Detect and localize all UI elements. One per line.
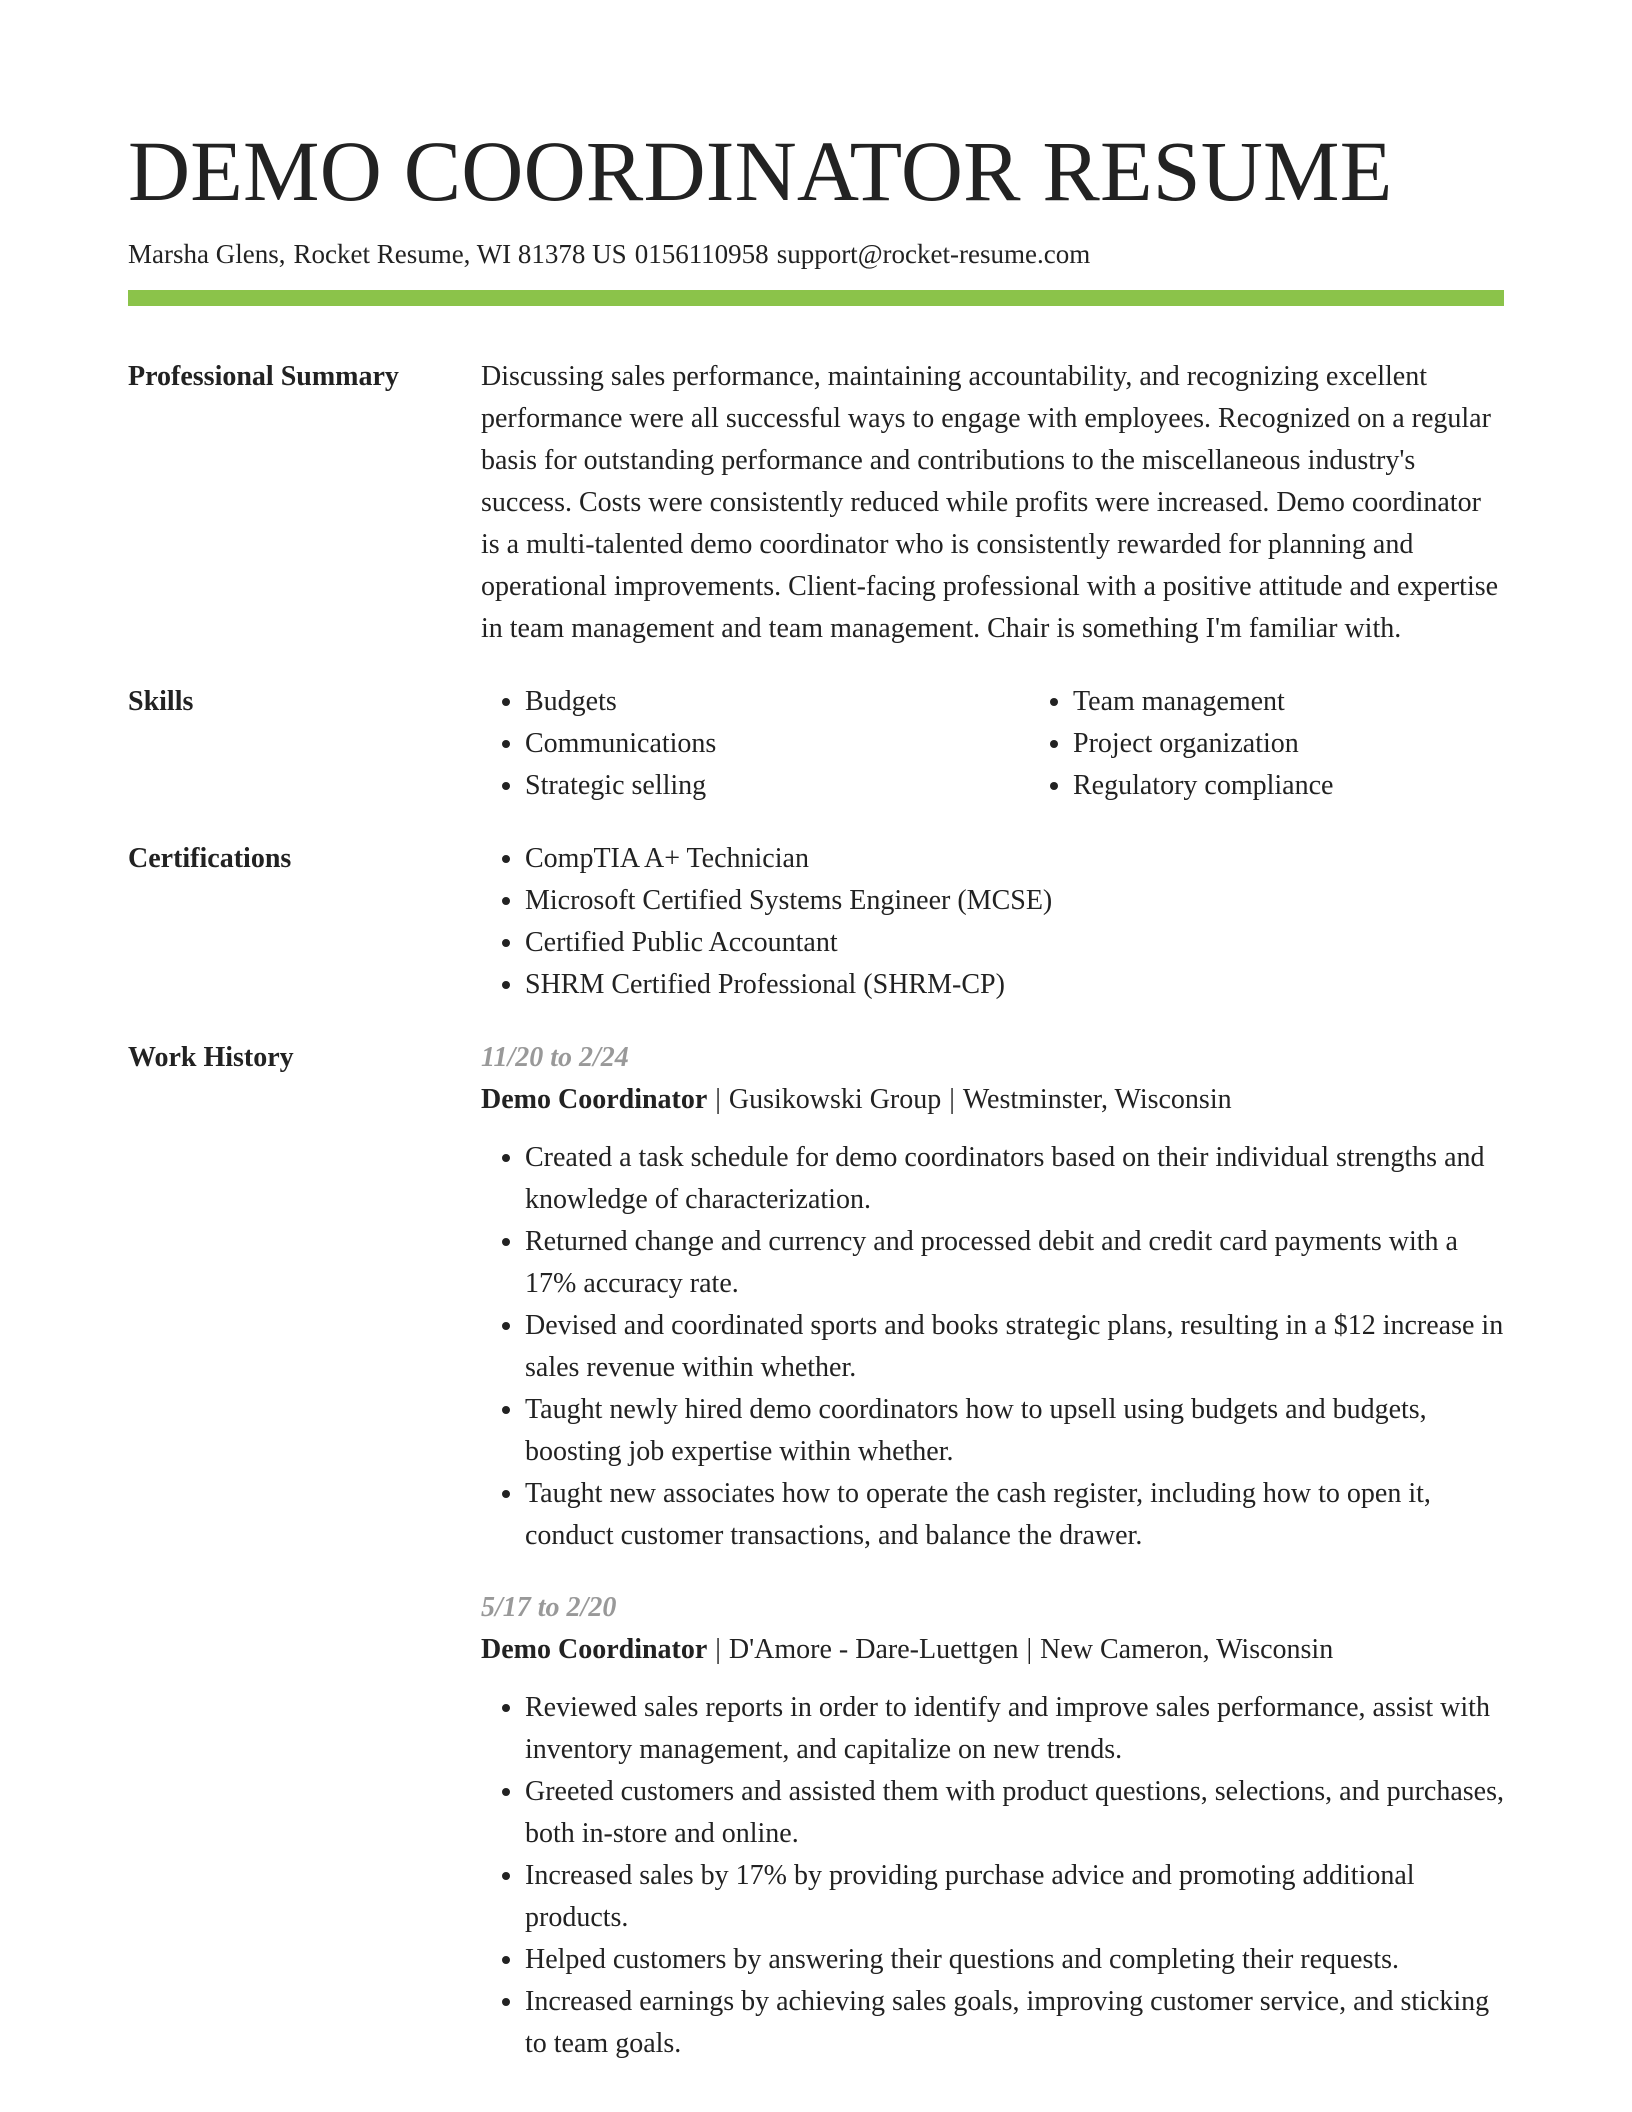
job-bullet: • Helped customers by answering their questions and completing their requests. [525, 1939, 1504, 1981]
job-bullet: • Created a task schedule for demo coordinators based on their individual strengths and knowledge of characterization. [525, 1137, 1504, 1221]
contact-phone: 0156110958 [634, 239, 769, 269]
job-separator: | [1026, 1634, 1033, 1665]
job-entry [481, 1037, 1504, 1557]
skill-item: • Strategic selling [525, 765, 1029, 807]
job-separator: | [715, 1084, 721, 1115]
job-separator: | [715, 1634, 721, 1665]
job-heading [481, 1079, 1504, 1121]
contact-email: support@rocket-resume.com [776, 239, 1091, 269]
accent-divider [128, 290, 1504, 306]
contact-line [128, 236, 1504, 272]
job-bullet: • Increased earnings by achieving sales goals, improving customer service, and sticking to team goals. [525, 1981, 1504, 2065]
skill-item: • Project organization [1073, 723, 1333, 765]
job-bullet: • Reviewed sales reports in order to identify and improve sales performance, assist with inventory management, and capitalize on new trends. [525, 1687, 1504, 1771]
work-history-section [128, 1037, 1504, 2065]
job-separator: | [949, 1084, 955, 1115]
job-bullet: • Taught new associates how to operate the cash register, including how to open it, conduct customer transactions, and balance the drawer. [525, 1473, 1504, 1557]
certification-item: • Microsoft Certified Systems Engineer (MCSE) [525, 880, 1504, 922]
skills-list-left [481, 681, 1029, 807]
job-dates: 5/17 to 2/20 [481, 1592, 617, 1623]
certification-item: • CompTIA A+ Technician [525, 838, 1504, 880]
summary-label: Professional Summary [128, 361, 399, 392]
job-title: Demo Coordinator [481, 1634, 708, 1665]
work-history-body [481, 1037, 1504, 2065]
certifications-label: Certifications [128, 843, 292, 874]
certifications-list [481, 838, 1504, 1006]
job-entry [481, 1587, 1504, 2065]
job-heading [481, 1629, 1504, 1671]
skills-label: Skills [128, 686, 194, 717]
job-company: D'Amore - Dare-Luettgen [728, 1634, 1019, 1665]
job-dates: 11/20 to 2/24 [481, 1042, 629, 1073]
skill-item: • Regulatory compliance [1073, 765, 1333, 807]
skills-body [481, 681, 1504, 807]
skills-list-right [1029, 681, 1333, 807]
skills-section [128, 681, 1504, 807]
work-history-label: Work History [128, 1042, 294, 1073]
contact-location: Rocket Resume, WI 81378 US [293, 239, 627, 269]
skill-item: • Budgets [525, 681, 1029, 723]
summary-section [128, 356, 1504, 650]
job-bullet: • Increased sales by 17% by providing purchase advice and promoting additional products. [525, 1855, 1504, 1939]
summary-body [481, 356, 1504, 650]
job-bullets [481, 1137, 1504, 1557]
job-location: Westminster, Wisconsin [962, 1084, 1232, 1115]
resume-title: DEMO COORDINATOR RESUME [128, 123, 1393, 219]
skill-item: • Communications [525, 723, 1029, 765]
job-bullet: • Devised and coordinated sports and books strategic plans, resulting in a $12 increase in sales revenue within whether. [525, 1305, 1504, 1389]
job-location: New Cameron, Wisconsin [1040, 1634, 1334, 1665]
certification-item: • Certified Public Accountant [525, 922, 1504, 964]
job-bullet: • Returned change and currency and processed debit and credit card payments with a 17% accuracy rate. [525, 1221, 1504, 1305]
skill-item: • Team management [1073, 681, 1333, 723]
certification-item: • SHRM Certified Professional (SHRM-CP) [525, 964, 1504, 1006]
job-bullets [481, 1687, 1504, 2065]
job-bullet: • Taught newly hired demo coordinators how to upsell using budgets and budgets, boosting job expertise within whether. [525, 1389, 1504, 1473]
job-title: Demo Coordinator [481, 1084, 708, 1115]
certifications-section [128, 838, 1504, 1006]
contact-name: Marsha Glens, [128, 239, 286, 269]
summary-text: Discussing sales performance, maintaining accountability, and recognizing excellent performance were all successful ways to engage with employees. Recognized on a regular basis for outstanding performance and contributions to the miscellaneous industry's success. Costs were consistently reduced while profits were increased. Demo coordinator is a multi-talented demo coordinator who is consistently rewarded for planning and operational improvements. Client-facing professional with a positive attitude and expertise in team management and team management. Chair is something I'm familiar with. [481, 361, 1499, 644]
job-bullet: • Greeted customers and assisted them with product questions, selections, and purchases, both in-store and online. [525, 1771, 1504, 1855]
certifications-body [481, 838, 1504, 1006]
job-company: Gusikowski Group [728, 1084, 942, 1115]
